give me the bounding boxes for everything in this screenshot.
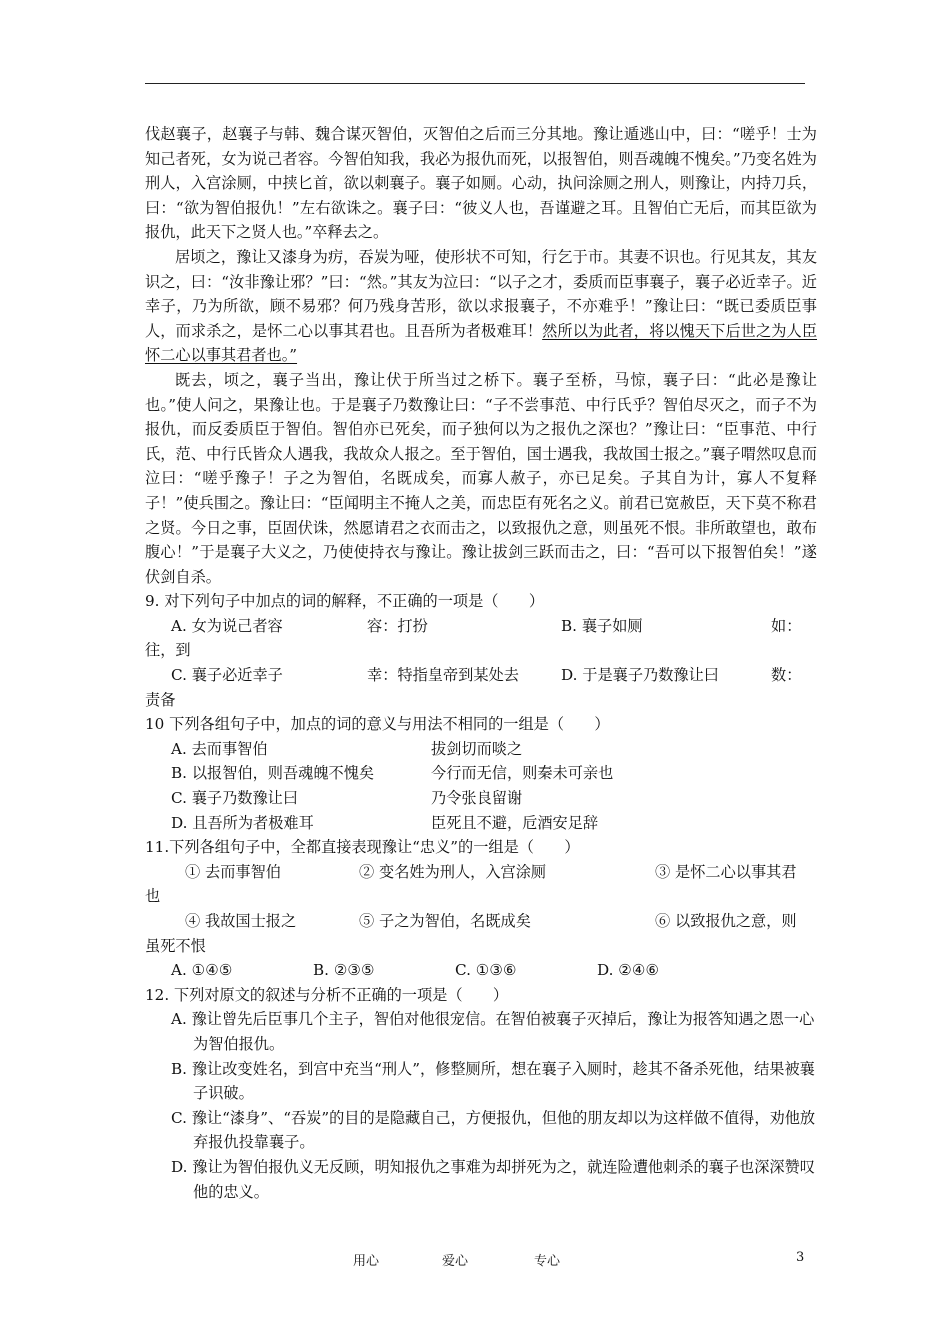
q10-option-row bbox=[145, 761, 817, 786]
q9-option-b-gloss-cont: 往，到 bbox=[145, 641, 191, 660]
question-12-stem: 12. 下列对原文的叙述与分析不正确的一项是（ ） bbox=[145, 985, 509, 1004]
q10-option-row bbox=[145, 811, 817, 836]
q9-option-d-sentence: D. 于是襄子乃数豫让曰 bbox=[561, 666, 719, 685]
q10-option-sentence-2: 臣死且不避，卮酒安足辞 bbox=[431, 813, 599, 832]
q10-option-sentence-1: B. 以报智伯，则吾魂魄不愧矣 bbox=[171, 764, 375, 783]
question-9-row-cd bbox=[145, 663, 817, 688]
q9-option-a-sentence: A. 女为说己者容 bbox=[171, 616, 283, 635]
question-11-stem: 11.下列各组句子中，全都直接表现豫让“忠义”的一组是（ ） bbox=[145, 838, 580, 857]
q11-option-b: B. ②③⑤ bbox=[313, 961, 375, 980]
q9-option-b-gloss: 如： bbox=[771, 616, 802, 635]
header-rule bbox=[145, 83, 805, 84]
question-9-stem: 9. 对下列句子中加点的词的解释，不正确的一项是（ ） bbox=[145, 592, 545, 611]
q10-option-sentence-1: C. 襄子乃数豫让曰 bbox=[171, 789, 299, 808]
q10-option-row bbox=[145, 786, 817, 811]
q11-item-2: ② 变名姓为刑人，入宫涂厕 bbox=[359, 862, 547, 881]
page-body bbox=[145, 122, 817, 1204]
q10-option-sentence-2: 乃令张良留谢 bbox=[431, 789, 523, 808]
q11-item-3: ③ 是怀二心以事其君 bbox=[655, 862, 797, 881]
q11-item-5: ⑤ 子之为智伯，名既成矣 bbox=[359, 912, 531, 930]
q10-option-sentence-1: A. 去而事智伯 bbox=[171, 739, 268, 758]
q12-option-d: D. 豫让为智伯报仇义无反顾，明知报仇之事难为却拼死为之，就连险遭他刺杀的襄子也深深赞叹他的忠义。 bbox=[171, 1157, 815, 1201]
footer-word-2: 爱心 bbox=[442, 1254, 469, 1269]
passage-paragraph-2-text: 居顷之，豫让又漆身为疠，吞炭为哑，使形状不可知，行乞于市。其妻不识也。行见其友，其友识之，曰：“汝非豫让邪？”曰：“然。”其友为泣曰：“以子之才，委质而臣事襄子，襄子必近幸子。近幸子，乃为所欲，顾不易邪？何乃残身苦形，欲以求报襄子，不亦难乎！”豫让曰：“既已委质臣事人，而求杀之，是怀二心以事其君也。且吾所为者极难耳！ bbox=[145, 247, 817, 340]
q12-option-c: C. 豫让“漆身”、“吞炭”的目的是隐藏自己，方便报仇，但他的朋友却以为这样做不值得，劝他放弃报仇投靠襄子。 bbox=[171, 1108, 816, 1152]
q11-items-row-2 bbox=[145, 909, 817, 934]
page-footer bbox=[0, 1250, 950, 1270]
q11-items-row-1 bbox=[145, 860, 817, 885]
q9-option-d-gloss-cont: 责备 bbox=[145, 690, 176, 709]
q10-option-sentence-2: 拔剑切而啖之 bbox=[431, 739, 523, 758]
q11-item-1: ① 去而事智伯 bbox=[185, 862, 281, 881]
passage-paragraph-3: 既去，顷之，襄子当出，豫让伏于所当过之桥下。襄子至桥，马惊，襄子曰：“此必是豫让也。”使人问之，果豫让也。于是襄子乃数豫让曰：“子不尝事范、中行氏乎？智伯尽灭之，而子不为报仇，而反委质臣于智伯。智伯亦已死矣，而子独何以为之报仇之深也？”豫让曰：“臣事范、中行氏，范、中行氏皆众人遇我，我故众人报之。至于智伯，国士遇我，我故国士报之。”襄子喟然叹息而泣曰：“嗟乎豫子！子之为智伯，名既成矣，而寡人赦子，亦已足矣。子其自为计，寡人不复释子！”使兵围之。豫让曰：“臣闻明主不掩人之美，而忠臣有死名之义。前君已宽赦臣，天下莫不称君之贤。今日之事，臣固伏诛，然愿请君之衣而击之，以致报仇之意，则虽死不恨。非所敢望也，敢布腹心！”于是襄子大义之，乃使使持衣与豫让。豫让拔剑三跃而击之，曰：“吾可以下报智伯矣！”遂伏剑自杀。 bbox=[145, 370, 817, 586]
passage-paragraph-2 bbox=[145, 245, 817, 368]
q9-option-c-gloss: 幸：特指皇帝到某处去 bbox=[367, 666, 519, 685]
q11-item-4: ④ 我故国士报之 bbox=[185, 912, 297, 930]
q11-option-a: A. ①④⑤ bbox=[171, 961, 233, 980]
q9-option-b-sentence: B. 襄子如厕 bbox=[561, 616, 643, 635]
q11-options-row bbox=[145, 958, 817, 983]
q10-option-sentence-2: 今行而无信，则秦未可亲也 bbox=[431, 764, 614, 783]
q11-option-d: D. ②④⑥ bbox=[597, 961, 660, 980]
q9-option-a-gloss: 容：打扮 bbox=[367, 616, 428, 635]
question-9-row-ab bbox=[145, 614, 817, 639]
q12-option-a: A. 豫让曾先后臣事几个主子，智伯对他很宠信。在智伯被襄子灭掉后，豫让为报答知遇之恩一心为智伯报仇。 bbox=[171, 1010, 815, 1053]
footer-word-3: 专心 bbox=[534, 1254, 561, 1269]
q11-item-6-cont: 虽死不恨 bbox=[145, 936, 206, 955]
q11-item-6: ⑥ 以致报仇之意，则 bbox=[655, 912, 797, 930]
q10-option-sentence-1: D. 且吾所为者极难耳 bbox=[171, 813, 314, 832]
page-number: 3 bbox=[796, 1250, 805, 1265]
q11-item-3-cont: 也 bbox=[145, 887, 161, 906]
q9-option-c-sentence: C. 襄子必近幸子 bbox=[171, 666, 283, 685]
passage-paragraph-1: 伐赵襄子，赵襄子与韩、魏合谋灭智伯，灭智伯之后而三分其地。豫让遁逃山中，曰：“嗟乎！士为知己者死，女为说己者容。今智伯知我，我必为报仇而死，以报智伯，则吾魂魄不愧矣。”乃变名姓为刑人，入宫涂厕，中挟匕首，欲以刺襄子。襄子如厕。心动，执问涂厕之刑人，则豫让，内持刀兵，曰：“欲为智伯报仇！”左右欲诛之。襄子曰：“彼义人也，吾谨避之耳。且智伯亡无后，而其臣欲为报仇，此天下之贤人也。”卒释去之。 bbox=[145, 125, 817, 242]
q12-option-b: B. 豫让改变姓名，到宫中充当“刑人”，修整厕所，想在襄子入厕时，趁其不备杀死他，结果被襄子识破。 bbox=[171, 1059, 815, 1103]
q10-option-row bbox=[145, 737, 817, 762]
question-10-stem: 10 下列各组句子中，加点的词的意义与用法不相同的一组是（ ） bbox=[145, 715, 610, 734]
q11-option-c: C. ①③⑥ bbox=[455, 961, 517, 980]
footer-word-1: 用心 bbox=[353, 1254, 380, 1269]
underlined-sentence: 然所以为此者，将以愧天下后世之为人臣怀二心以事其君者也。” bbox=[145, 321, 818, 365]
q9-option-d-gloss: 数： bbox=[771, 666, 802, 685]
